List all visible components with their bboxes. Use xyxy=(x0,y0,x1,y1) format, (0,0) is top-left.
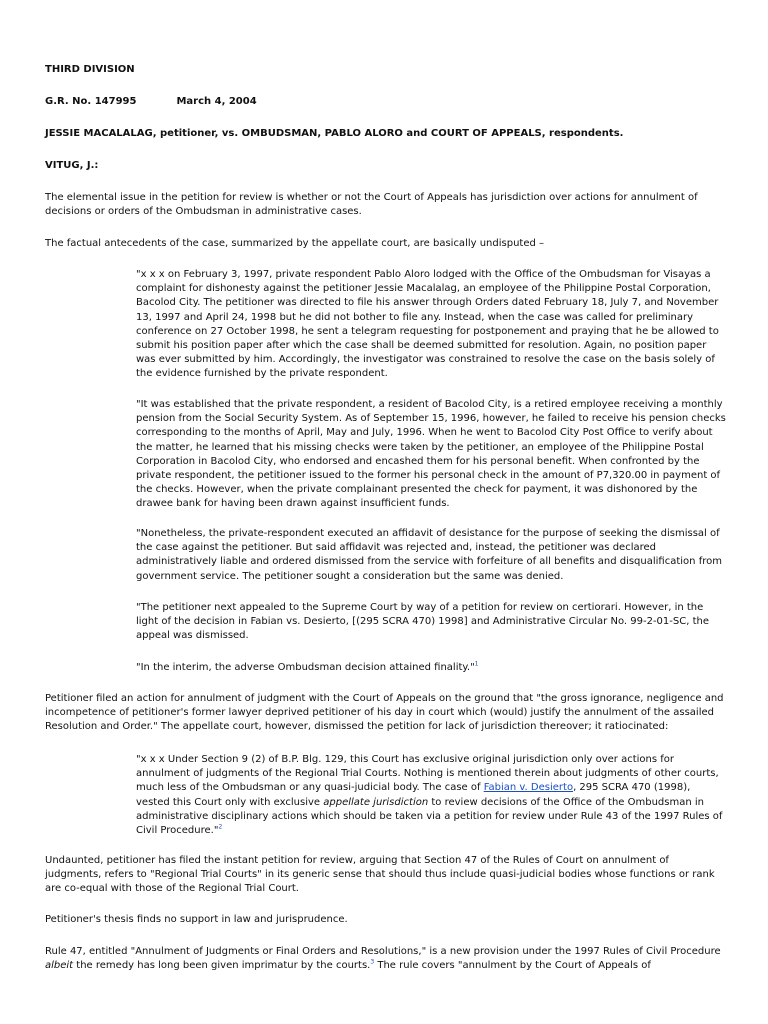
paragraph-6-emphasis: albeit xyxy=(45,960,74,972)
footnote-link-3[interactable]: 3 xyxy=(370,958,375,966)
case-parties: JESSIE MACALALAG, petitioner, vs. OMBUDSMAN, PABLO ALORO and COURT OF APPEALS, respondents. xyxy=(45,128,624,139)
footnote-link-2[interactable]: 2 xyxy=(218,823,223,831)
case-number-line xyxy=(45,95,257,109)
paragraph-3: Petitioner filed an action for annulment of judgment with the Court of Appeals on the ground that "the gross ignorance, negligence and incompetence of petitioner's former lawyer deprived petitioner of his day in court which (would) justify the annulment of the assailed Resolution and Order." The appellate court, however, dismissed the petition for lack of jurisdiction thereover; it ratiocinated: xyxy=(45,693,724,733)
paragraph-6 xyxy=(45,945,725,973)
quote-6-text-a: "x x x Under Section 9 (2) of B.P. Blg. 129, this Court has exclusive original jurisdiction only over actions for annulment of judgments of the Regional Trial Courts. Nothing is mentioned therein about judgments of other courts, much less of the Ombudsman or any quasi-judicial body. The case of xyxy=(136,754,719,794)
quote-3: "Nonetheless, the private-respondent executed an affidavit of desistance for the purpose of seeking the dismissal of the case against the petitioner. But said affidavit was rejected and, instead, the petitioner was declared administratively liable and ordered dismissed from the service with forfeiture of all benefits and disqualification from government service. The petitioner sought a consideration but the same was denied. xyxy=(136,528,722,582)
gr-number: G.R. No. 147995 xyxy=(45,96,137,107)
quote-6-emphasis: appellate jurisdiction xyxy=(323,796,429,808)
quote-6-text-c: to review decisions of the Office of the Ombudsman in administrative disciplinary actions which should be taken via a petition for review under Rule 43 of the 1997 Rules of Civil Procedure." xyxy=(136,796,723,837)
paragraph-6-text-c: The rule covers "annulment by the Court of Appeals of xyxy=(374,960,651,972)
fabian-desierto-link[interactable]: Fabian v. Desierto xyxy=(483,782,574,794)
paragraph-6-text-a: Rule 47, entitled "Annulment of Judgments or Final Orders and Resolutions," is a new provision under the 1997 Rules of Civil Procedure xyxy=(45,946,721,957)
quote-5 xyxy=(136,661,727,675)
paragraph-5: Petitioner's thesis finds no support in law and jurisprudence. xyxy=(45,914,348,925)
quote-2: "It was established that the private respondent, a resident of Bacolod City, is a retired employee receiving a monthly pension from the Social Security System. As of September 15, 1996, however, he failed to receive his pension checks corresponding to the months of April, May and July, 1996. When he went to Bacolod City Post Office to verify about the matter, he learned that his missing checks were taken by the petitioner, an employee of the Philippine Postal Corporation in Bacolod City, who endorsed and encashed them for his personal benefit. When confronted by the private respondent, the petitioner issued to the former his personal check in the amount of P7,320.00 in payment of the checks. However, when the private complainant presented the check for payment, it was dishonored by the drawee bank for having been drawn against insufficient funds. xyxy=(136,399,726,510)
paragraph-4: Undaunted, petitioner has filed the instant petition for review, arguing that Section 47 of the Rules of Court on annulment of judgments, refers to "Regional Trial Courts" in its generic sense that should thus include quasi-judicial bodies whose functions or rank are co-equal with those of the Regional Trial Court. xyxy=(45,855,715,895)
quote-6-text-b: , 295 SCRA 470 (1998), vested this Court only with exclusive xyxy=(136,782,691,808)
paragraph-2: The factual antecedents of the case, summarized by the appellate court, are basically undisputed – xyxy=(45,238,545,249)
quote-6 xyxy=(136,753,727,838)
decision-date: March 4, 2004 xyxy=(176,96,257,107)
paragraph-6-text-b: the remedy has long been given imprimatur by the courts. xyxy=(73,960,371,972)
paragraph-1: The elemental issue in the petition for review is whether or not the Court of Appeals has jurisdiction over actions for annulment of decisions or orders of the Ombudsman in administrative cases. xyxy=(45,192,698,218)
quote-4: "The petitioner next appealed to the Supreme Court by way of a petition for review on certiorari. However, in the light of the decision in Fabian vs. Desierto, [(295 SCRA 470) 1998] and Administrative Circular No. 99-2-01-SC, the appeal was dismissed. xyxy=(136,602,709,642)
quote-1: "x x x on February 3, 1997, private respondent Pablo Aloro lodged with the Office of the Ombudsman for Visayas a complaint for dishonesty against the petitioner Jessie Macalalag, an employee of the Philippine Postal Corporation, Bacolod City. The petitioner was directed to file his answer through Orders dated February 18, July 7, and November 13, 1997 and April 24, 1998 but he did not bother to file any. Instead, when the case was called for preliminary conference on 27 October 1998, he sent a telegram requesting for postponement and praying that he be allowed to submit his position paper after which the case shall be deemed submitted for resolution. Again, no position paper was ever submitted by him. Accordingly, the investigator was constrained to resolve the case on the basis solely of the evidence furnished by the private respondent. xyxy=(136,269,719,380)
division-heading: THIRD DIVISION xyxy=(45,64,135,75)
quote-5-text: "In the interim, the adverse Ombudsman decision attained finality." xyxy=(136,662,475,673)
footnote-link-1[interactable]: 1 xyxy=(474,660,479,668)
ponente: VITUG, J.: xyxy=(45,160,99,171)
